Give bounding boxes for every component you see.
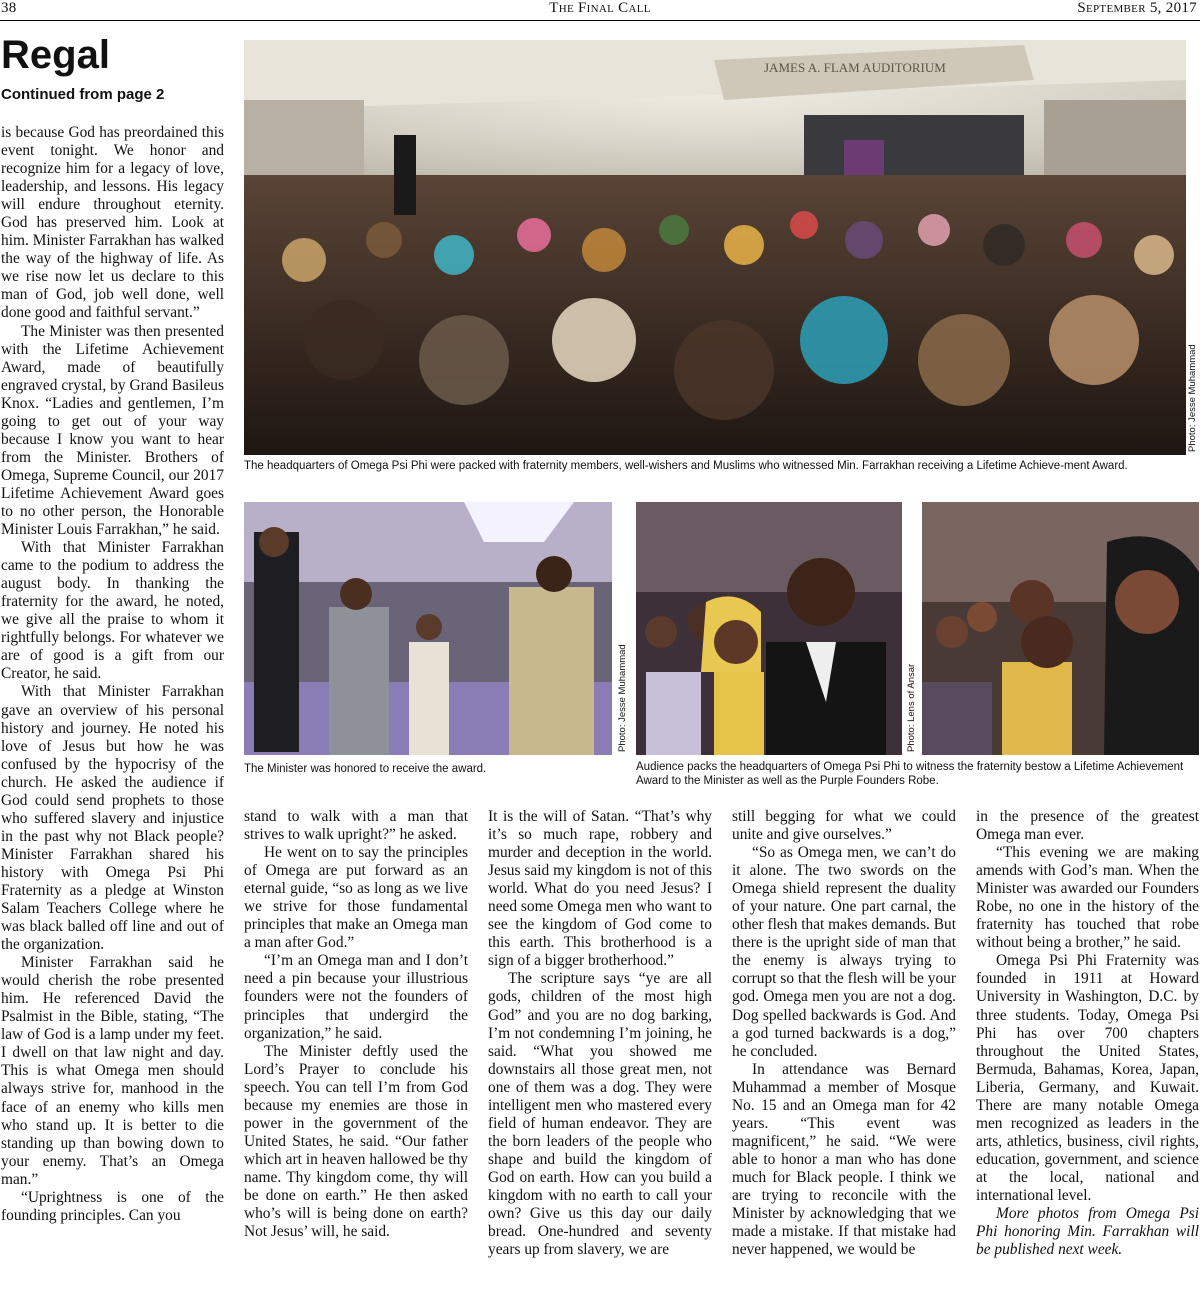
paragraph: With that Minister Farrakhan came to the podium to address the august body. In thanking the fraternity for the award, he noted, we give all the praise to whom it rightfully belongs. For whatever we are of good is a gift from our Creator, he said.	[1, 539, 224, 683]
column-5	[976, 808, 1199, 1298]
main-auditorium-photo	[244, 40, 1186, 455]
paragraph: He went on to say the principles of Omega are put forward as an eternal guide, “so as long as we live we strive for those fundamental principles that make an Omega man a man after God.”	[244, 844, 468, 952]
caption-award: The Minister was honored to receive the award.	[244, 763, 487, 775]
paragraph: in the presence of the greatest Omega man ever.	[976, 808, 1199, 844]
paragraph: With that Minister Farrakhan gave an overview of his personal history and journey. He noted his love of Jesus but how he was confused by the hypocrisy of the church. He asked the audience if God could send prophets to those who suffered slavery and injustice in the past why not Black people? Minister Farrakhan shared his history with Omega Psi Phi Fraternity as a pledge at Winston Salam Teachers College where he was black balled off line and out of the organization.	[1, 683, 224, 954]
paragraph: “This evening we are making amends with God’s man. When the Minister was awarded our Founders Robe, no one in the history of the fraternity has touched that robe without being a brother,” he said.	[976, 844, 1199, 952]
continued-note: Continued from page 2	[1, 86, 165, 103]
column-1	[1, 124, 224, 1298]
caption-audience: Audience packs the headquarters of Omega Psi Phi to witness the fraternity bestow a Lifetime Achievement Award to the Minister as well as the Purple Founders Robe.	[636, 761, 1184, 787]
paragraph: Minister Farrakhan said he would cherish the robe presented him. He referenced David the Psalmist in the Bible, stating, “The law of God is a lamp under my feet. I dwell on that law night and day. This is what Omega men should always strive for, manhood in the face of an enemy who kills men who stand up. It is better to die standing up than bowing down to your enemy. That’s an Omega man.”	[1, 954, 224, 1188]
paragraph: In attendance was Bernard Muhammad a member of Mosque No. 15 and an Omega man for 42 years. “This event was magnificent,” he said. “We were able to honor a man who has done much for Black people. I think we are trying to reconcile with the Minister by acknowledging that we made a mistake. If that mistake had never happened, we would be	[732, 1060, 956, 1259]
paragraph: stand to walk with a man that strives to walk upright?” he asked.	[244, 808, 468, 844]
issue-date: September 5, 2017	[1077, 0, 1197, 16]
publication-name: The Final Call	[549, 0, 651, 16]
audience-photo-right	[922, 502, 1199, 755]
column-4	[732, 808, 956, 1298]
award-presentation-photo	[244, 502, 612, 755]
more-photos-note: More photos from Omega Psi Phi honoring Min. Farrakhan will be published next week.	[976, 1205, 1199, 1259]
photo-credit-main: Photo: Jesse Muhammad	[1187, 344, 1198, 452]
photo-credit-award: Photo: Jesse Muhammad	[617, 644, 628, 752]
paragraph: The scripture says “ye are all gods, children of the most high God” and you are no dog barking, I’m not condemning I’m joining, he said. “What you showed me downstairs all those great men, not one of them was a dog. They were intelligent men who mastered every field of human endeavor. They are the born leaders of the people who shape and build the kingdom of God on earth. How can you build a kingdom with no earth to call your own? Give us this day our daily bread. One-hundred and seventy years up from slavery, we are	[488, 970, 712, 1259]
paragraph: “Uprightness is one of the founding principles. Can you	[1, 1188, 224, 1224]
paragraph: is because God has preordained this event tonight. We honor and recognize him for a legacy of love, leadership, and lessons. His legacy will endure throughout eternity. God has preserved him. Look at him. Minister Farrakhan has walked the way of the highway of life. As we rise now let us declare to this man of God, job well done, well done good and faithful servant.”	[1, 124, 224, 322]
caption-main: The headquarters of Omega Psi Phi were packed with fraternity members, well-wishers and Muslims who witnessed Min. Farrakhan receiving a Lifetime Achieve-ment Award.	[244, 460, 1128, 472]
paragraph: “So as Omega men, we can’t do it alone. The two swords on the Omega shield represent the duality of your nature. One part carnal, the other flesh that makes demands. But there is the upright side of man that the enemy is always trying to corrupt so that the flesh will be your god. Omega men you are not a dog. Dog spelled backwards is God. And a god turned backwards is a dog,” he concluded.	[732, 844, 956, 1060]
page-number: 38	[1, 0, 17, 16]
paragraph: “I’m an Omega man and I don’t need a pin because your illustrious founders were not the founders of principles that undergird the organization,” he said.	[244, 952, 468, 1042]
paragraph: still begging for what we could unite and give ourselves.”	[732, 808, 956, 844]
paragraph: The Minister deftly used the Lord’s Prayer to conclude his speech. You can tell I’m from God because my enemies are those in power in the government of the United States, he said. “Our father which art in heaven hallowed be thy name. Thy kingdom come, thy will be done on earth.” He then asked who’s will is being done on earth? Not Jesus’ will, he said.	[244, 1042, 468, 1241]
column-2	[244, 808, 468, 1298]
paragraph: Omega Psi Phi Fraternity was founded in 1911 at Howard University in Washington, D.C. by three students. Today, Omega Psi Phi has over 700 chapters throughout the United States, Bermuda, Bahamas, Korea, Japan, Liberia, Germany, and Kuwait. There are many notable Omega men recognized as leaders in the arts, athletics, business, civil rights, education, government, and science at the local, national and international level.	[976, 952, 1199, 1204]
auditorium-sign: JAMES A. FLAM AUDITORIUM	[764, 60, 946, 75]
column-3	[488, 808, 712, 1298]
paragraph: The Minister was then presented with the Lifetime Achievement Award, made of beautifully engraved crystal, by Grand Basileus Knox. “Ladies and gentlemen, I’m going to get out of your way because I know you want to hear from the Minister. Brothers of Omega, Supreme Council, our 2017 Lifetime Achievement Award goes to no other person, the Honorable Minister Louis Farrakhan,” he said.	[1, 322, 224, 539]
paragraph: It is the will of Satan. “That’s why it’s so much rape, robbery and murder and deception in the world. Jesus said my kingdom is not of this world. What do you need Jesus? I need some Omega men who want to see the kingdom of God come to this earth. This brotherhood is a sign of a bigger brotherhood.”	[488, 808, 712, 970]
article-headline: Regal	[1, 33, 110, 77]
audience-photo-left	[636, 502, 902, 755]
photo-credit-audience: Photo: Lens of Ansar	[906, 663, 917, 752]
